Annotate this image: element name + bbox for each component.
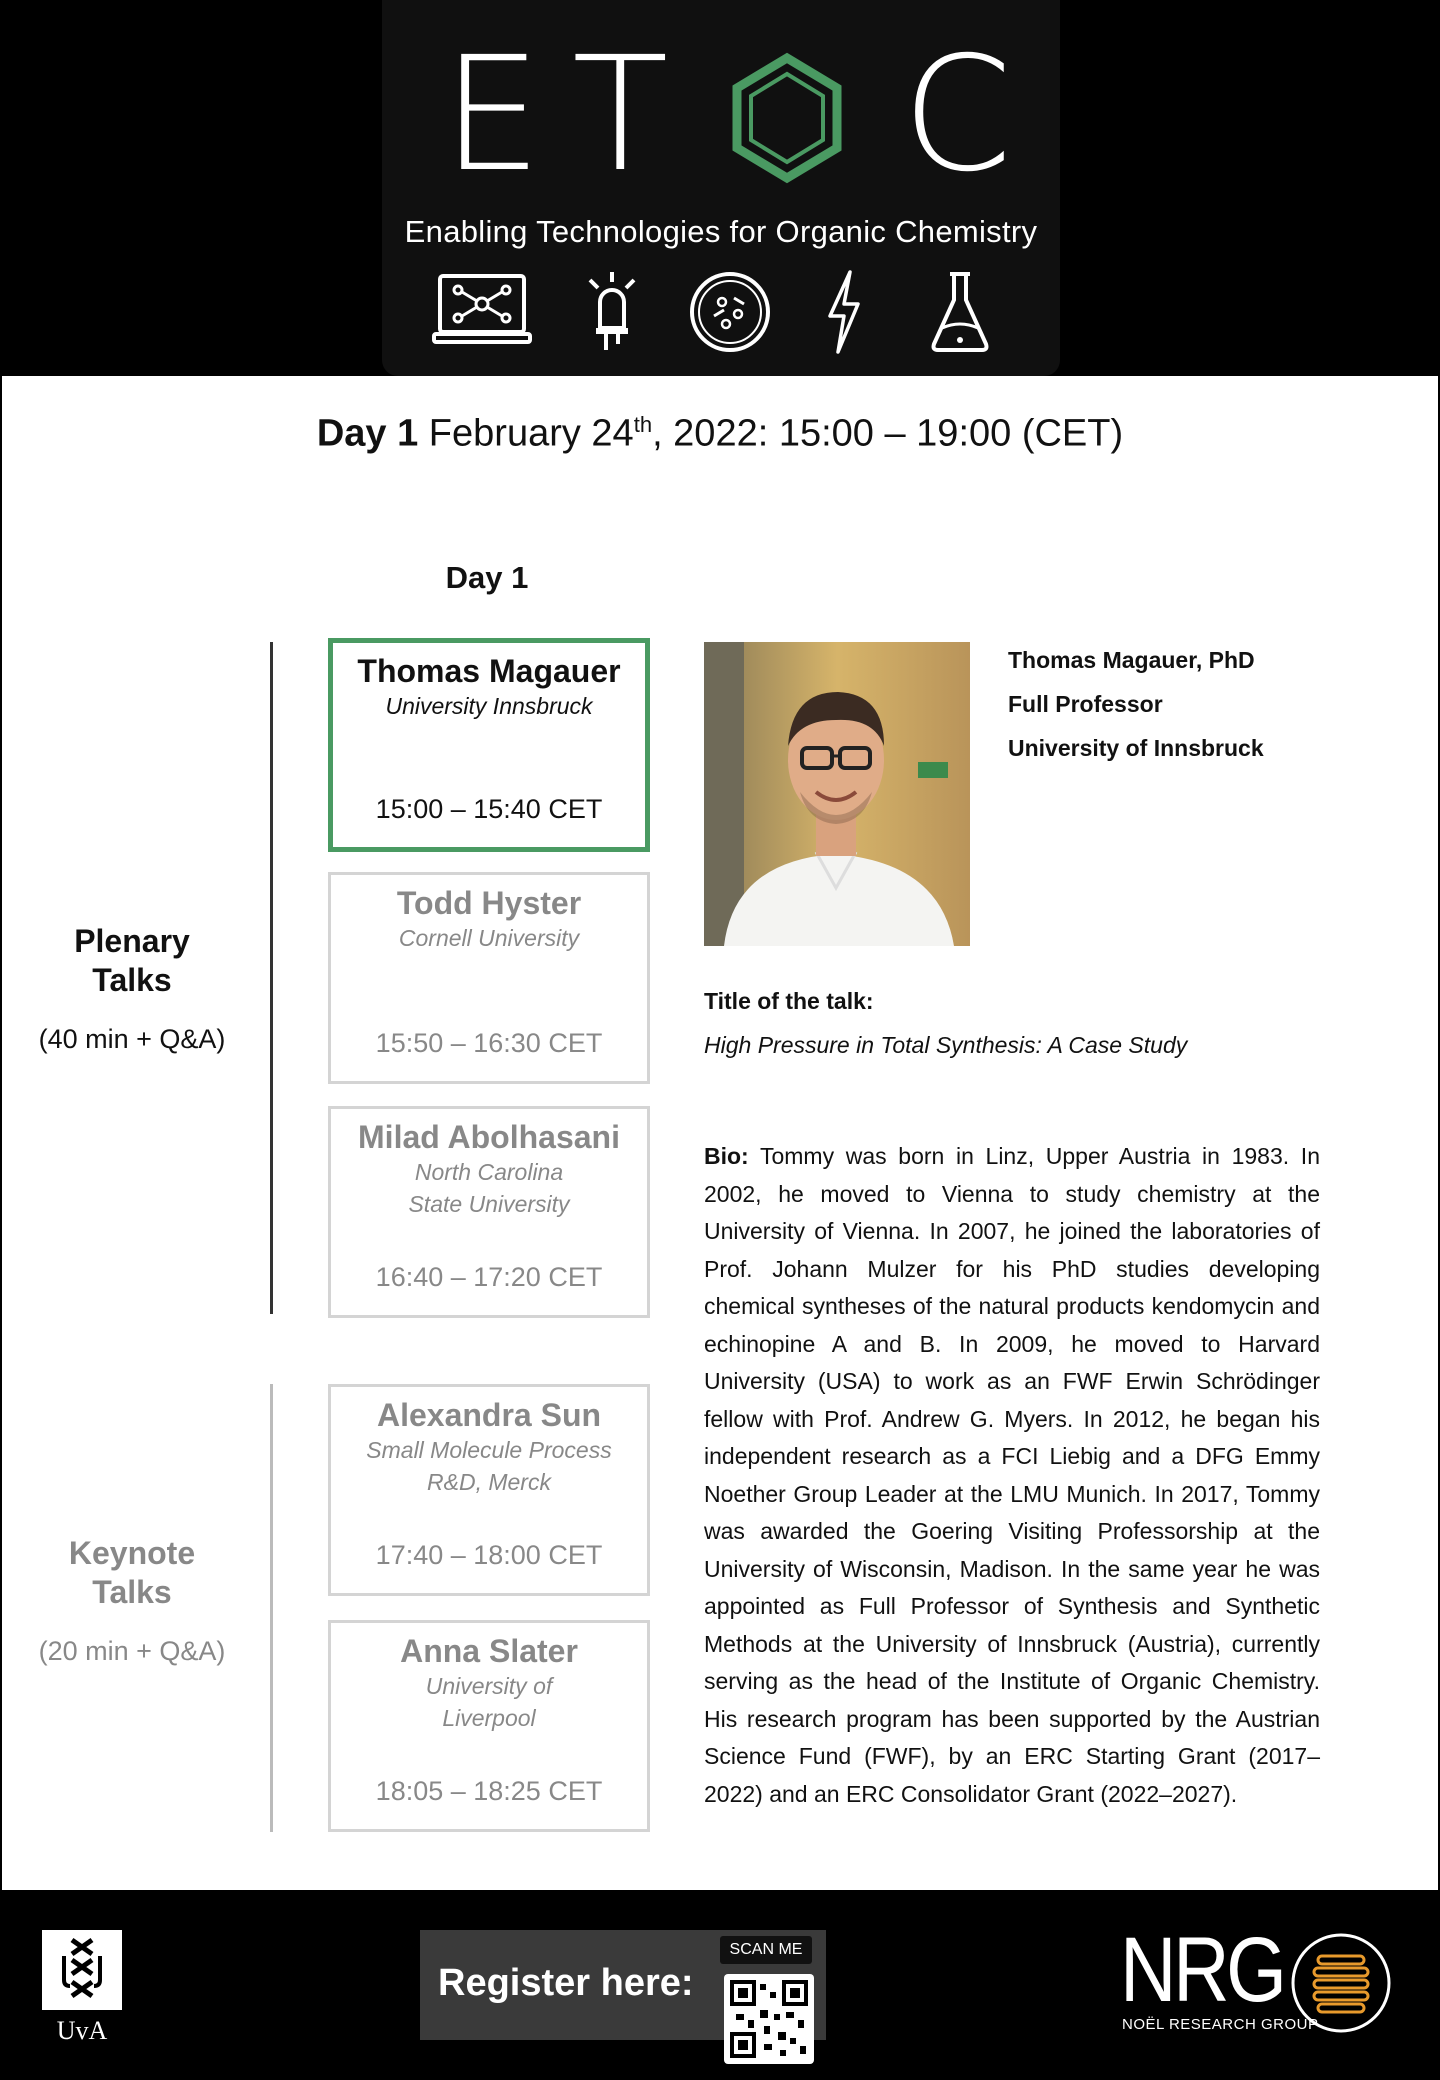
logo-letter-t: T — [572, 23, 669, 207]
date-text: February 24 — [418, 412, 634, 455]
speaker-affiliation: University of — [425, 1673, 553, 1699]
talk-time: 15:00 – 15:40 CET — [375, 794, 603, 824]
talk-card[interactable] — [328, 638, 650, 852]
speaker-name: Thomas Magauer — [357, 653, 621, 689]
category-duration: (40 min + Q&A) — [38, 1024, 226, 1054]
speaker-institution: University of Innsbruck — [1008, 735, 1264, 761]
talk-time: 16:40 – 17:20 CET — [375, 1262, 603, 1292]
day-label: Day 1 — [316, 412, 419, 455]
technology-icons — [432, 270, 1032, 356]
talk-title-label: Title of the talk: — [704, 988, 874, 1014]
nrg-letters: NRG — [1120, 1919, 1284, 2021]
category-title-line2: Talks — [92, 1574, 172, 1610]
talk-time: 17:40 – 18:00 CET — [375, 1540, 603, 1570]
category-title-line1: Plenary — [74, 923, 190, 959]
talk-card[interactable] — [328, 1384, 650, 1596]
scan-me-tag: SCAN ME — [720, 1936, 812, 1964]
laptop-network-icon — [432, 270, 532, 350]
uva-crest-icon — [42, 1930, 122, 2010]
talk-time: 18:05 – 18:25 CET — [375, 1776, 603, 1806]
speaker-name: Anna Slater — [400, 1633, 578, 1669]
logo-letter-c: C — [902, 23, 1013, 207]
uva-logo[interactable] — [42, 1930, 122, 2046]
speaker-affiliation-line2: R&D, Merck — [427, 1469, 551, 1495]
plenary-category — [22, 922, 242, 1055]
speaker-position: Full Professor — [1008, 691, 1163, 717]
speaker-affiliation-line2: Liverpool — [442, 1705, 536, 1731]
talk-time: 15:50 – 16:30 CET — [375, 1028, 603, 1058]
speaker-name: Alexandra Sun — [376, 1397, 602, 1433]
speaker-affiliation: Small Molecule Process — [366, 1437, 612, 1463]
header-banner — [0, 0, 1440, 376]
speaker-affiliation-line2: State University — [408, 1191, 570, 1217]
register-label: Register here: — [438, 1962, 694, 2004]
uva-label: UvA — [56, 2016, 108, 2045]
speaker-bio — [704, 1138, 1320, 1813]
petri-dish-icon — [688, 270, 772, 354]
keynote-category — [22, 1534, 242, 1667]
speaker-affiliation: North Carolina — [414, 1159, 564, 1185]
nrg-subtitle: NOËL RESEARCH GROUP — [1122, 2016, 1319, 2033]
speaker-name: Todd Hyster — [396, 885, 582, 921]
column-heading: Day 1 — [445, 560, 529, 595]
category-duration: (20 min + Q&A) — [38, 1636, 226, 1666]
flask-icon — [928, 270, 992, 354]
lightning-icon — [824, 270, 864, 354]
hexagon-icon — [727, 50, 847, 186]
bio-label: Bio: — [704, 1143, 749, 1169]
speaker-name: Milad Abolhasani — [358, 1119, 620, 1155]
speaker-affiliation: Cornell University — [398, 925, 580, 951]
tagline: Enabling Technologies for Organic Chemistry — [404, 214, 1038, 249]
category-title-line1: Keynote — [68, 1535, 196, 1571]
date-time-range: , 2022: 15:00 – 19:00 (CET) — [652, 412, 1124, 455]
footer — [0, 1890, 1440, 2080]
talk-card[interactable] — [328, 1620, 650, 1832]
qr-code-icon[interactable] — [724, 1974, 814, 2064]
register-banner[interactable] — [420, 1930, 826, 2040]
bio-text: Tommy was born in Linz, Upper Austria in 1983. In 2002, he moved to Vienna to study chemistry at the University of Vienna. In 2007, he joined the laboratories of Prof. Johann Mulzer for his PhD studies developing chemical syntheses of the natural products kendomycin and echinopine A and B. In 2009, he moved to Harvard University (USA) to work as an FWF Erwin Schrödinger fellow with Prof. Andrew G. Myers. In 2012, he began his independent research as a FCI Liebig and a DFG Emmy Noether Group Leader at the LMU Munich. In 2017, Tommy was awarded the Goering Visiting Professorship at the University of Wisconsin, Madison. In the same year he was appointed as Full Professor of Synthesis and Synthetic Methods at the University of Innsbruck (Austria), currently serving as the head of the Institute of Organic Chemistry. His research program has been supported by the Austrian Science Fund (FWF), by an ERC Starting Grant (2017–2022) and an ERC Consolidator Grant (2022–2027). — [704, 1143, 1320, 1807]
speaker-full-name: Thomas Magauer, PhD — [1008, 647, 1255, 673]
program-section — [2, 376, 1438, 1890]
speaker-details — [1008, 638, 1264, 770]
etoc-logo — [382, 23, 1060, 207]
led-bulb-icon — [582, 270, 642, 354]
speaker-photo — [704, 642, 970, 946]
nrg-logo[interactable] — [1120, 1920, 1400, 2040]
plenary-divider — [270, 642, 273, 1314]
talk-card[interactable] — [328, 872, 650, 1084]
talk-title: High Pressure in Total Synthesis: A Case Study — [704, 1032, 1188, 1058]
etoc-logo-panel — [382, 0, 1060, 376]
logo-letter-e: E — [442, 23, 542, 207]
talk-card[interactable] — [328, 1106, 650, 1318]
keynote-divider — [270, 1384, 273, 1832]
date-superscript: th — [633, 412, 653, 437]
day-title — [2, 412, 1438, 456]
category-title-line2: Talks — [92, 962, 172, 998]
speaker-affiliation: University Innsbruck — [385, 693, 593, 719]
